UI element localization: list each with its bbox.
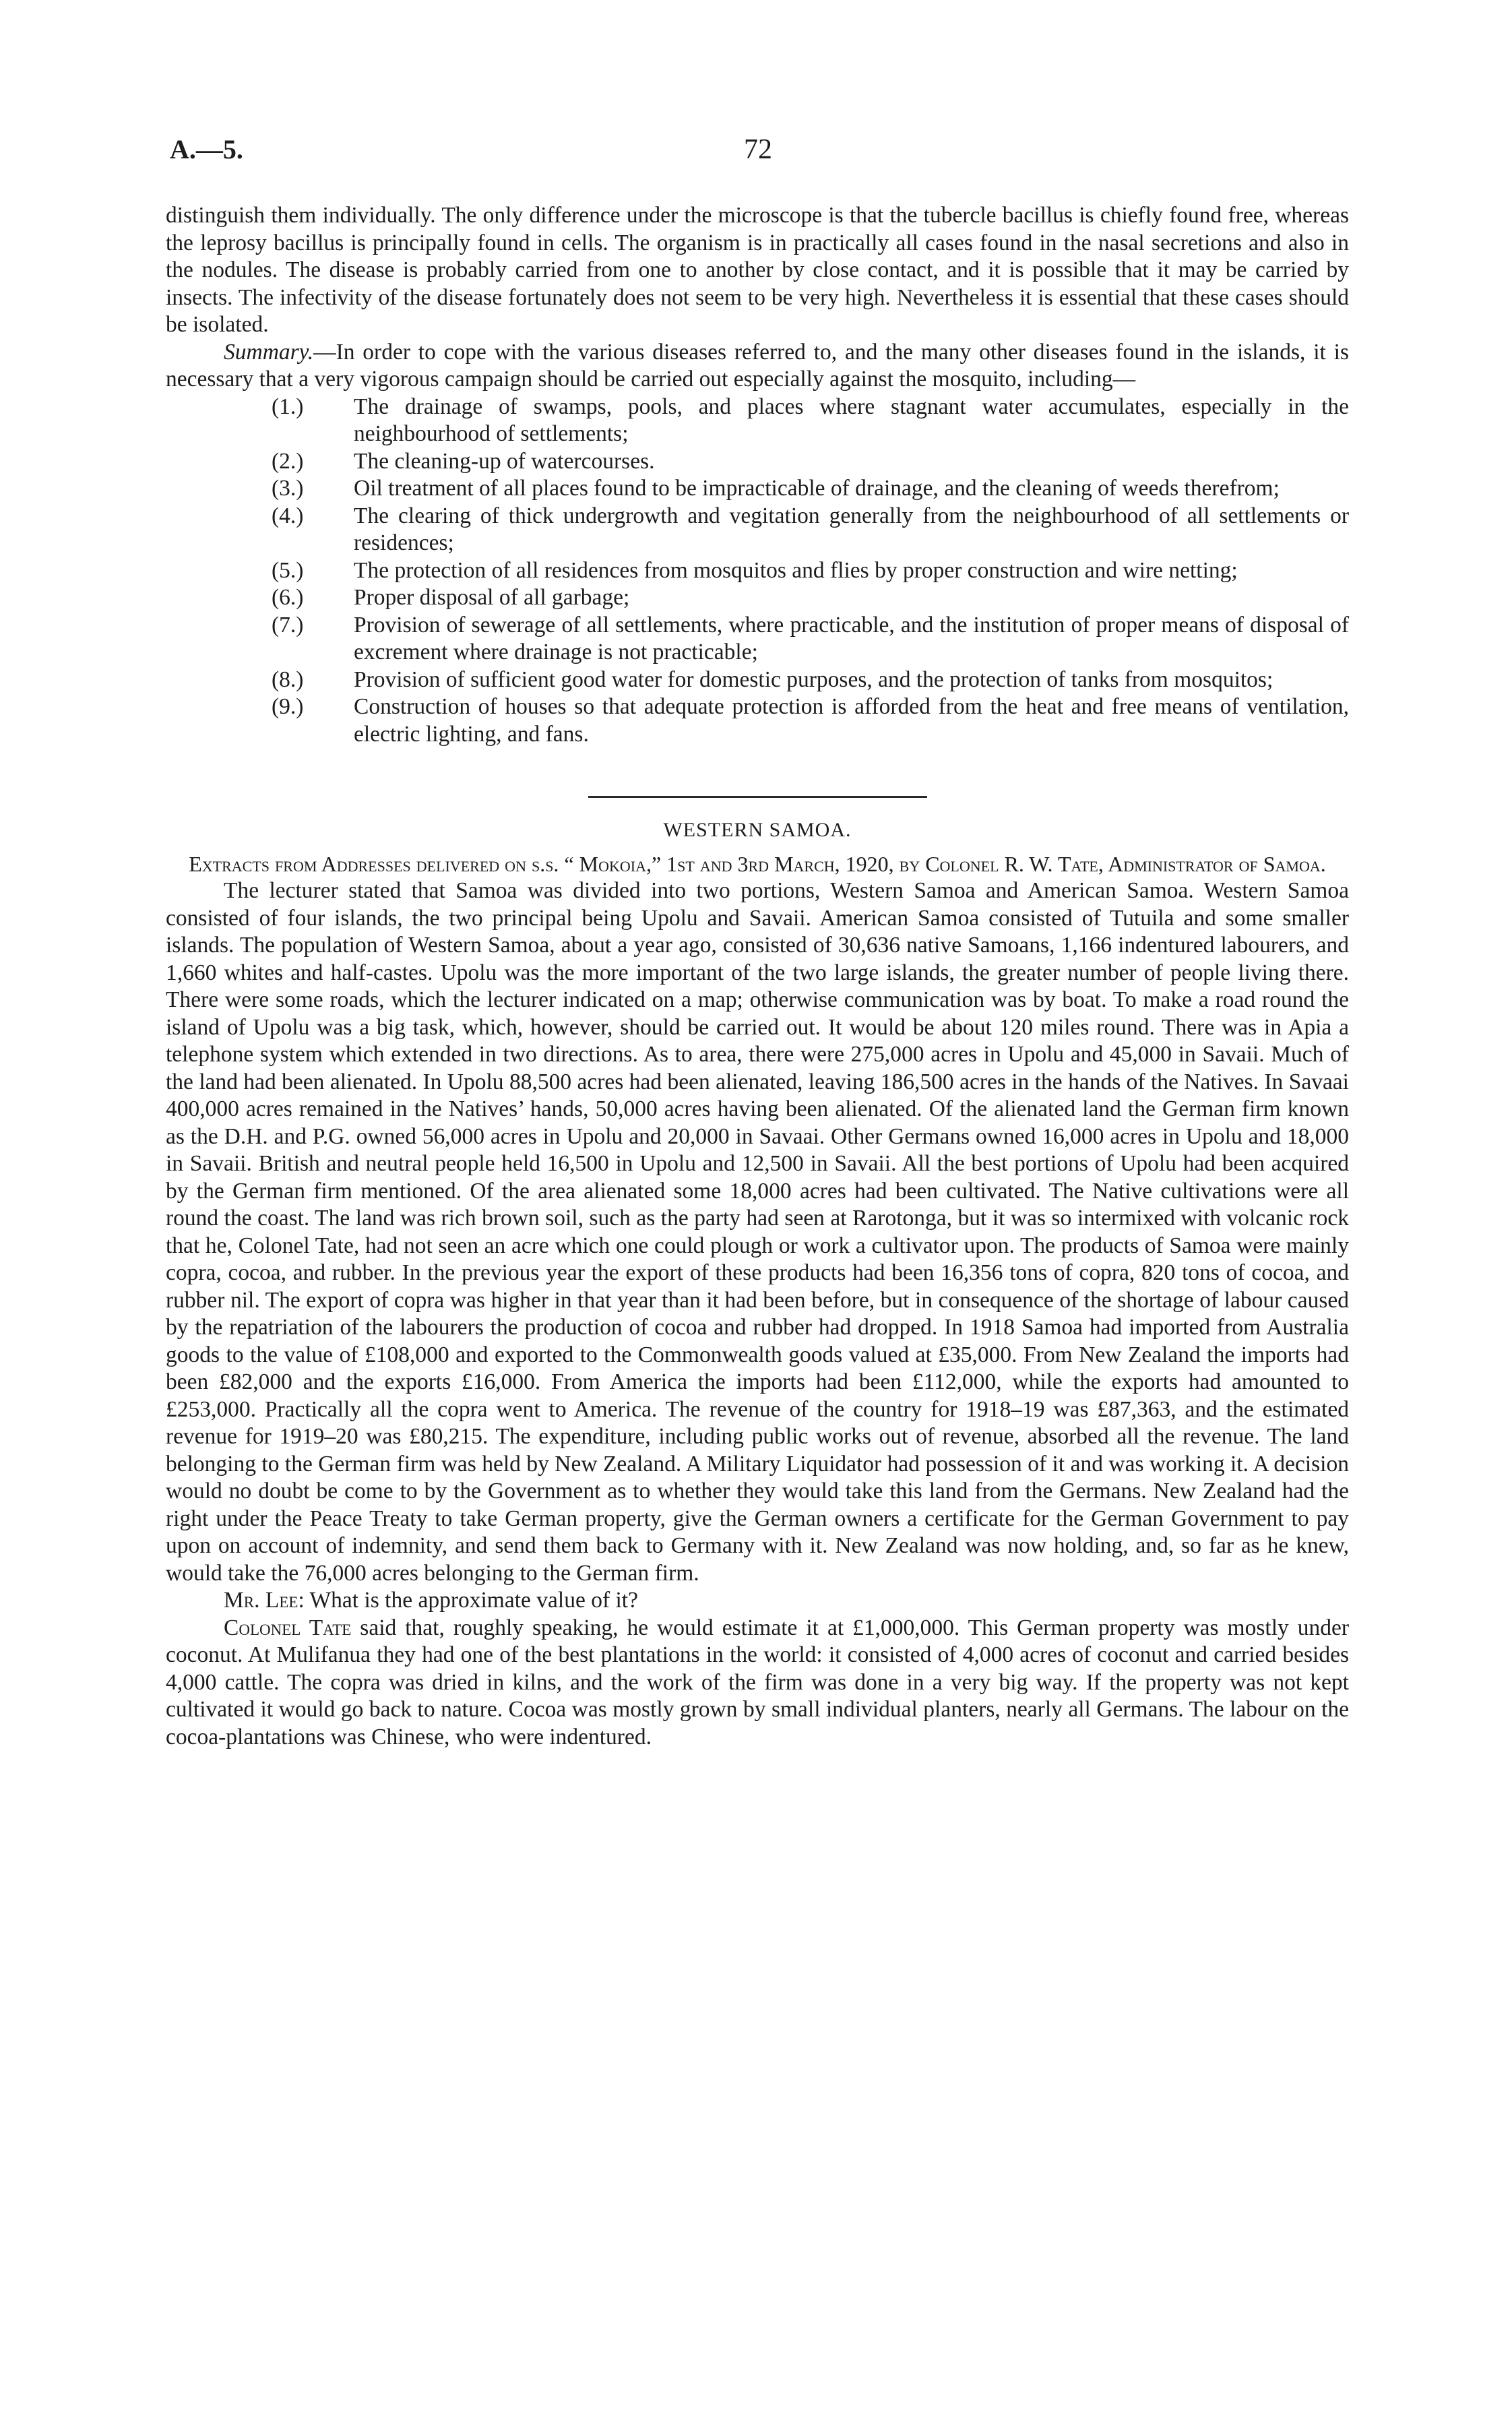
question-paragraph [166, 1587, 1349, 1615]
list-item [166, 394, 1349, 448]
list-item [166, 584, 1349, 612]
list-item [166, 557, 1349, 585]
section-subtitle: Extracts from Addresses delivered on s.s. “ Mokoia,” 1st and 3rd March, 1920, by Colonel R. W. Tate, Administrator of Samoa. [189, 852, 1326, 876]
list-item [166, 666, 1349, 694]
list-item-number: (3.) [272, 476, 304, 501]
list-item-number: (2.) [272, 448, 304, 474]
list-item-number: (7.) [272, 612, 304, 638]
list-item [166, 448, 1349, 476]
section-title: WESTERN SAMOA. [663, 819, 852, 841]
section-divider [588, 796, 927, 798]
page-body [166, 202, 1349, 1751]
document-reference: A.—5. [170, 134, 243, 164]
list-item-text: The cleaning-up of watercourses. [354, 448, 655, 474]
list-item-number: (4.) [272, 503, 304, 528]
page-header [0, 133, 1512, 174]
list-item-text: Provision of sewerage of all settlements, where practicable, and the institution of proper means of disposal of excrement where drainage is not practicable; [354, 612, 1349, 664]
list-item-text: Provision of sufficient good water for domestic purposes, and the protection of tanks from mosquitos; [354, 666, 1273, 692]
list-item [166, 693, 1349, 748]
summary-label: Summary. [224, 339, 314, 365]
list-item [166, 503, 1349, 557]
list-item-text: The protection of all residences from mosquitos and flies by proper construction and wire netting; [354, 557, 1238, 583]
speaker-name: Mr. Lee [224, 1588, 298, 1613]
summary-text: —In order to cope with the various diseases referred to, and the many other diseases found in the islands, it is necessary that a very vigorous campaign should be carried out especially against the mosquito, including— [166, 339, 1349, 392]
list-item-number: (1.) [272, 394, 304, 419]
intro-paragraph: distinguish them individually. The only difference under the microscope is that the tubercle bacillus is chiefly found free, whereas the leprosy bacillus is principally found in cells. The organism is in practically all cases found in the nasal secretions and also in the nodules. The disease is probably carried from one to another by close contact, and it is possible that it may be carried by insects. The infectivity of the disease fortunately does not seem to be very high. Nevertheless it is essential that these cases should be isolated. [166, 203, 1349, 337]
list-item-text: Oil treatment of all places found to be impracticable of drainage, and the cleaning of weeds therefrom; [354, 476, 1280, 501]
list-item-text: Construction of houses so that adequate protection is afforded from the heat and free means of ventilation, electric lighting, and fans. [354, 694, 1349, 747]
list-item [166, 475, 1349, 503]
list-item-number: (9.) [272, 694, 304, 719]
list-item-text: Proper disposal of all garbage; [354, 585, 630, 610]
list-item-number: (8.) [272, 666, 304, 692]
answer-paragraph [166, 1615, 1349, 1751]
question-text: : What is the approximate value of it? [298, 1588, 638, 1613]
answer-text: said that, roughly speaking, he would estimate it at £1,000,000. This German property was mostly under coconut. At Mulifanua they had one of the best plantations in the world: it consisted of 4,000 acres of coconut and carried besides 4,000 cattle. The copra was dried in kilns, and the work of the firm was done in a very big way. If the property was not kept cultivated it would go back to nature. Cocoa was mostly grown by small individual planters, nearly all Germans. The labour on the cocoa-plantations was Chinese, who were indentured. [166, 1615, 1349, 1749]
list-item-text: The clearing of thick undergrowth and vegitation generally from the neighbourhood of all settlements or residences; [354, 503, 1349, 555]
list-item [166, 612, 1349, 666]
speaker-name: Colonel Tate [224, 1615, 352, 1640]
list-item-number: (5.) [272, 557, 304, 583]
summary-paragraph [166, 339, 1349, 394]
list-item-text: The drainage of swamps, pools, and places where stagnant water accumulates, especially in the neighbourhood of settlements; [354, 394, 1349, 446]
measures-list [166, 394, 1349, 749]
page-number: 72 [744, 134, 772, 165]
lecture-paragraph: The lecturer stated that Samoa was divided into two portions, Western Samoa and American Samoa. Western Samoa consisted of four islands, the two principal being Upolu and Savaii. American Samoa consisted of Tutuila and some smaller islands. The population of Western Samoa, about a year ago, consisted of 30,636 native Samoans, 1,166 indentured labourers, and 1,660 whites and half-castes. Upolu was the more important of the two large islands, the greater number of people living there. There were some roads, which the lecturer indicated on a map; otherwise communication was by boat. To make a road round the island of Upolu was a big task, which, however, should be carried out. It would be about 120 miles round. There was in Apia a telephone system which extended in two directions. As to area, there were 275,000 acres in Upolu and 45,000 in Savaii. Much of the land had been alienated. In Upolu 88,500 acres had been alienated, leaving 186,500 acres in the hands of the Natives. In Savaai 400,000 acres remained in the Natives’ hands, 50,000 acres having been alienated. Of the alienated land the German firm known as the D.H. and P.G. owned 56,000 acres in Upolu and 20,000 in Savaai. Other Germans owned 16,000 acres in Upolu and 18,000 in Savaii. British and neutral people held 16,500 in Upolu and 12,500 in Savaii. All the best portions of Upolu had been acquired by the German firm mentioned. Of the area alienated some 18,000 acres had been cultivated. The Native cultivations were all round the coast. The land was rich brown soil, such as the party had seen at Rarotonga, but it was so intermixed with volcanic rock that he, Colonel Tate, had not seen an acre which one could plough or work a cultivator upon. The products of Samoa were mainly copra, cocoa, and rubber. In the previous year the export of these products had been 16,356 tons of copra, 820 tons of cocoa, and rubber nil. The export of copra was higher in that year than it had been before, but in consequence of the shortage of labour caused by the repatriation of the labourers the production of cocoa and rubber had dropped. In 1918 Samoa had imported from Australia goods to the value of £108,000 and exported to the Commonwealth goods valued at £35,000. From New Zealand the imports had been £82,000 and the exports £16,000. From America the imports had been £112,000, while the exports had amounted to £253,000. Practically all the copra went to America. The revenue of the country for 1918–19 was £87,363, and the estimated revenue for 1919–20 was £80,215. The expenditure, including public works out of revenue, absorbed all the revenue. The land belonging to the German firm was held by New Zealand. A Military Liquidator had possession of it and was working it. A decision would no doubt be come to by the Government as to whether they would take this land from the Germans. New Zealand had the right under the Peace Treaty to take German property, give the German owners a certificate for the German Government to pay upon on account of indemnity, and send them back to Germany with it. New Zealand was now holding, and, so far as he knew, would take the 76,000 acres belonging to the German firm. [166, 878, 1349, 1586]
list-item-number: (6.) [272, 585, 304, 610]
